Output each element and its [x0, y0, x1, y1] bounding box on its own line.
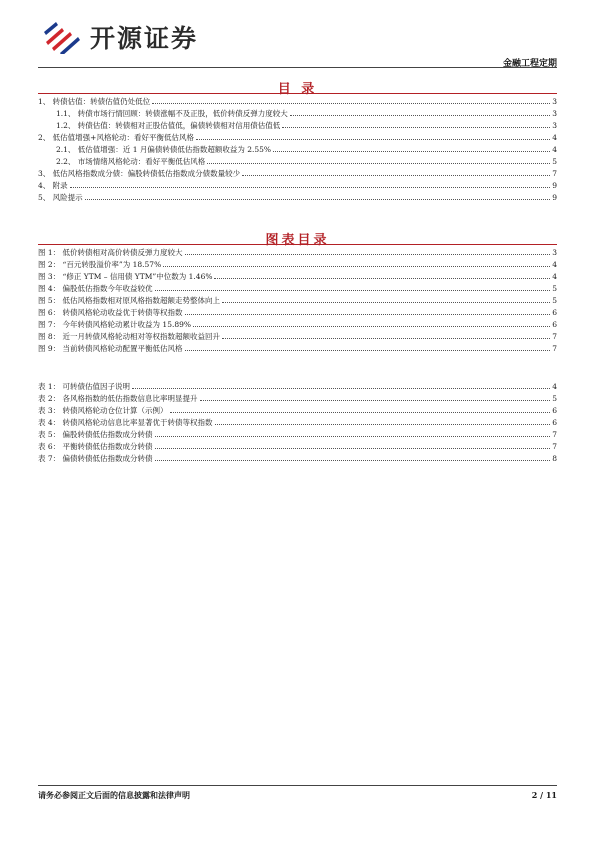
dot-leader	[85, 191, 551, 200]
toc-entry-text: 表 1： 可转债估值因子说明	[38, 382, 131, 391]
toc-entry-text: 图 9： 当前转债风格轮动配置平衡低估风格	[38, 344, 183, 353]
dot-leader	[214, 270, 550, 279]
toc-entry-page: 3	[552, 109, 557, 118]
tables-list	[38, 380, 557, 464]
toc-entry-text: 图 7： 今年转债风格轮动累计收益为 15.89%	[38, 320, 192, 329]
toc-entry-text: 图 3： “修正 YTM – 信用债 YTM”中位数为 1.46%	[38, 272, 213, 281]
dot-leader	[196, 131, 550, 140]
dot-leader	[222, 294, 550, 303]
page-number: 2 / 11	[531, 790, 557, 800]
figure-entry[interactable]	[38, 306, 557, 318]
toc-entry[interactable]	[38, 107, 557, 119]
table-entry[interactable]	[38, 428, 557, 440]
toc-entry-page: 7	[552, 169, 557, 178]
toc-entry-text: 图 8： 近一月转债风格轮动相对等权指数超额收益回升	[38, 332, 221, 341]
toc-entry-page: 6	[552, 308, 557, 317]
toc-entry-page: 6	[552, 418, 557, 427]
dot-leader	[170, 404, 551, 413]
dot-leader	[155, 452, 551, 461]
table-entry[interactable]	[38, 452, 557, 464]
toc-entry[interactable]	[38, 179, 557, 191]
toc-entry[interactable]	[38, 143, 557, 155]
toc-entry[interactable]	[38, 119, 557, 131]
toc-entry-text: 图 2： “百元转股溢价率”为 18.57%	[38, 260, 162, 269]
toc-entry-text: 图 6： 转债风格轮动收益优于转债等权指数	[38, 308, 183, 317]
toc-entry-text: 5、 风险提示	[38, 193, 83, 202]
toc-entry-page: 3	[552, 248, 557, 257]
figures-toc-title-divider	[38, 244, 557, 245]
toc-entry-page: 7	[552, 332, 557, 341]
footer-divider	[38, 785, 557, 786]
figure-entry[interactable]	[38, 270, 557, 282]
dot-leader	[185, 246, 551, 255]
figure-entry[interactable]	[38, 246, 557, 258]
toc-entry-text: 1.1、 转债市场行情回顾：转债涨幅不及正股，低价转债反弹力度较大	[56, 109, 288, 118]
dot-leader	[282, 119, 550, 128]
toc-entry-page: 7	[552, 442, 557, 451]
figure-entry[interactable]	[38, 318, 557, 330]
toc-entry-page: 4	[552, 260, 557, 269]
dot-leader	[132, 380, 550, 389]
toc-entry-page: 7	[552, 344, 557, 353]
toc-entry-text: 2.1、 低估值增强：近 1 月偏债转债低估指数超额收益为 2.55%	[56, 145, 272, 154]
dot-leader	[155, 428, 551, 437]
dot-leader	[215, 416, 551, 425]
toc-entry-text: 图 4： 偏股低估指数今年收益较优	[38, 284, 153, 293]
toc-entry-text: 表 3： 转债风格轮动仓位计算（示例）	[38, 406, 168, 415]
document-type: 金融工程定期	[502, 59, 557, 69]
toc-entry[interactable]	[38, 131, 557, 143]
dot-leader	[193, 318, 550, 327]
dot-leader	[222, 330, 550, 339]
figures-list	[38, 246, 557, 354]
toc-entry-page: 5	[552, 284, 557, 293]
toc-entry-text: 表 7： 偏债转债低估指数成分转债	[38, 454, 153, 463]
dot-leader	[242, 167, 550, 176]
toc-entry-page: 7	[552, 430, 557, 439]
toc-entry[interactable]	[38, 167, 557, 179]
figure-entry[interactable]	[38, 258, 557, 270]
toc-entry-page: 4	[552, 382, 557, 391]
toc-entry-page: 6	[552, 320, 557, 329]
table-entry[interactable]	[38, 440, 557, 452]
toc-entry-text: 表 4： 转债风格轮动信息比率显著优于转债等权指数	[38, 418, 213, 427]
toc-entry-page: 3	[552, 121, 557, 130]
figures-toc-title: 图表目录	[265, 233, 330, 248]
toc-entry-page: 3	[552, 97, 557, 106]
toc-entry-text: 1、 转债估值：转债估值仍处低位	[38, 97, 151, 106]
logo-mark-icon	[42, 20, 82, 54]
table-entry[interactable]	[38, 380, 557, 392]
footer-disclaimer: 请务必参阅正文后面的信息披露和法律声明	[38, 790, 190, 800]
toc-entry-page: 5	[552, 296, 557, 305]
toc-entry-page: 6	[552, 406, 557, 415]
logo-text: 开源证券	[90, 24, 199, 53]
figure-entry[interactable]	[38, 330, 557, 342]
toc-entry[interactable]	[38, 191, 557, 203]
dot-leader	[290, 107, 550, 116]
figure-entry[interactable]	[38, 294, 557, 306]
dot-leader	[185, 342, 551, 351]
table-entry[interactable]	[38, 416, 557, 428]
dot-leader	[70, 179, 551, 188]
dot-leader	[185, 306, 551, 315]
dot-leader	[155, 282, 551, 291]
toc-entry-page: 5	[552, 394, 557, 403]
dot-leader	[273, 143, 550, 152]
toc-entry-page: 5	[552, 157, 557, 166]
dot-leader	[163, 258, 550, 267]
table-entry[interactable]	[38, 392, 557, 404]
toc-entry-page: 9	[552, 181, 557, 190]
toc-title-divider	[38, 93, 557, 94]
toc-title: 目 录	[277, 82, 318, 97]
dot-leader	[152, 95, 550, 104]
toc-entry-page: 4	[552, 133, 557, 142]
dot-leader	[200, 392, 551, 401]
toc-entry-text: 1.2、 转债估值：转债相对正股估值低，偏债转债相对信用债估值低	[56, 121, 281, 130]
toc-entry-page: 8	[552, 454, 557, 463]
toc-entry-text: 4、 附录	[38, 181, 68, 190]
toc-entry-text: 图 1： 低价转债相对高价转债反弹力度较大	[38, 248, 183, 257]
toc-entry-text: 2、 低估值增强+风格轮动：看好平衡低估风格	[38, 133, 194, 142]
dot-leader	[207, 155, 550, 164]
dot-leader	[155, 440, 551, 449]
toc-entry[interactable]	[38, 155, 557, 167]
toc-entry-text: 表 6： 平衡转债低估指数成分转债	[38, 442, 153, 451]
toc-entry-text: 2.2、 市场情绪风格轮动：看好平衡低估风格	[56, 157, 206, 166]
company-logo	[42, 20, 198, 54]
toc-entry-page: 9	[552, 193, 557, 202]
header-divider	[38, 67, 557, 68]
toc-entry-page: 4	[552, 272, 557, 281]
table-of-contents	[38, 95, 557, 203]
toc-entry-text: 表 5： 偏股转债低估指数成分转债	[38, 430, 153, 439]
toc-entry[interactable]	[38, 95, 557, 107]
toc-entry-page: 4	[552, 145, 557, 154]
figure-entry[interactable]	[38, 342, 557, 354]
toc-entry-text: 表 2： 各风格指数的低估指数信息比率明显提升	[38, 394, 198, 403]
table-entry[interactable]	[38, 404, 557, 416]
toc-entry-text: 3、 低估风格指数成分债：偏股转债低估指数成分债数量较少	[38, 169, 241, 178]
toc-entry-text: 图 5： 低估风格指数相对原风格指数超额走势整体向上	[38, 296, 221, 305]
figure-entry[interactable]	[38, 282, 557, 294]
